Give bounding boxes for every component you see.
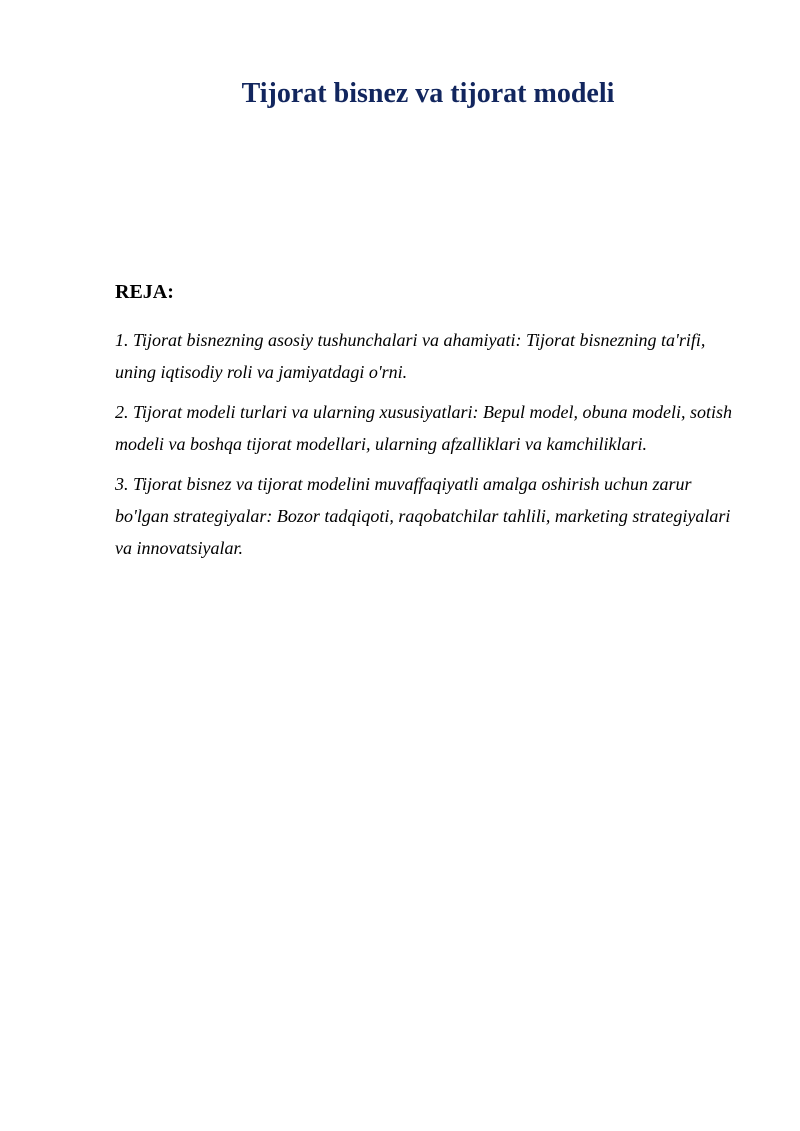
plan-item-1: 1. Tijorat bisnezning asosiy tushunchalari va ahamiyati: Tijorat bisnezning ta'rifi, uning iqtisodiy roli va jamiyatdagi o'rni.	[115, 330, 706, 382]
document-title: Tijorat bisnez va tijorat modeli	[241, 78, 615, 109]
plan-heading: REJA:	[115, 281, 174, 303]
plan-item-3: 3. Tijorat bisnez va tijorat modelini muvaffaqiyatli amalga oshirish uchun zarur bo'lgan strategiyalar: Bozor tadqiqoti, raqobatchilar tahlili, marketing strategiyalari va innovatsiyalar.	[115, 474, 731, 558]
plan-item-2: 2. Tijorat modeli turlari va ularning xususiyatlari: Bepul model, obuna modeli, sotish modeli va boshqa tijorat modellari, ularning afzalliklari va kamchiliklari.	[115, 402, 732, 454]
plan-list	[115, 324, 740, 572]
